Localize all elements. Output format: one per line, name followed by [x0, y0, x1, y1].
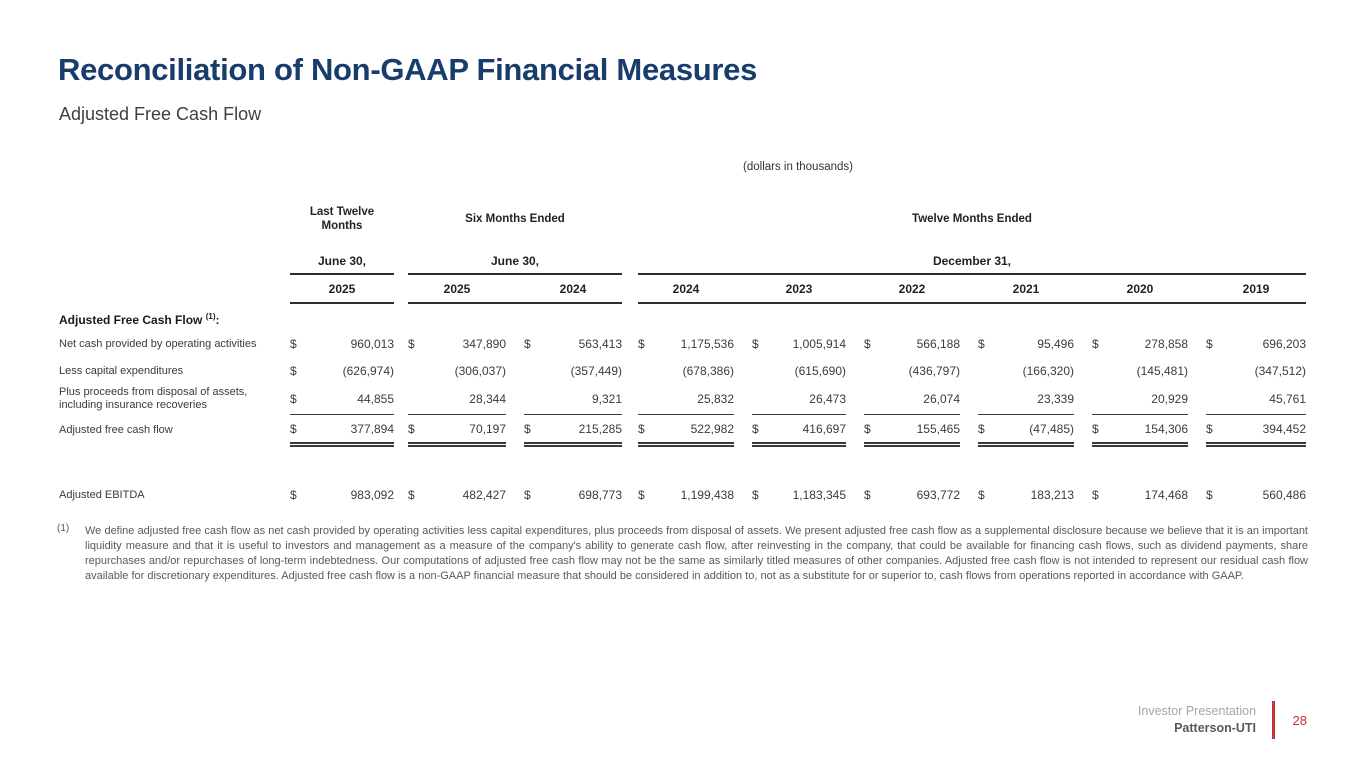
value: 377,894	[350, 421, 394, 436]
row-label: Adjusted free cash flow	[59, 424, 173, 437]
value: 95,496	[1037, 337, 1074, 351]
value: (347,512)	[1254, 364, 1306, 378]
row-label: Adjusted EBITDA	[59, 488, 145, 501]
value-cell	[1092, 384, 1188, 414]
value-cell	[408, 384, 506, 414]
dollar-sign: $	[408, 421, 415, 436]
year-header: 2024	[638, 275, 734, 304]
spacer	[960, 330, 978, 358]
year-header: 2021	[978, 275, 1074, 304]
value: 154,306	[1144, 421, 1188, 436]
value-cell	[638, 482, 734, 508]
value-cell	[638, 330, 734, 358]
dollar-sign: $	[408, 337, 415, 351]
dollar-sign: $	[1092, 488, 1099, 502]
value: 1,175,536	[680, 337, 734, 351]
value-cell	[1206, 330, 1306, 358]
value: 155,465	[916, 421, 960, 436]
dollar-sign: $	[752, 337, 759, 351]
date-header: December 31,	[638, 238, 1306, 275]
year-header: 2019	[1206, 275, 1306, 304]
dollar-sign: $	[1206, 421, 1213, 436]
spacer	[506, 330, 524, 358]
spacer	[846, 275, 864, 304]
date-header: June 30,	[408, 238, 622, 275]
spacer	[734, 384, 752, 414]
footnote-text: We define adjusted free cash flow as net cash provided by operating activities less capital expenditures, plus proceeds from disposal of assets. We present adjusted free cash flow as a supplemental disclosure because we believe that it is an important liquidity measure and that it is useful to investors and management as a measure of the company's ability to generate cash flow, after reinvesting in the company, that could be available for financing cash flows, such as dividend payments, share repurchases and/or repurchases of long-term indebtedness. Our computations of adjusted free cash flow may not be the same as similarly titled measures of other companies. Adjusted free cash flow is not intended to represent our residual cash flow available for discretionary expenditures. Adjusted free cash flow is a non-GAAP financial measure that should be considered in addition to, not as a substitute for or superior to, cash flows from operations reported in accordance with GAAP.	[85, 525, 1308, 582]
value: (306,037)	[454, 364, 506, 378]
spacer	[1188, 384, 1206, 414]
footnote-marker: (1)	[57, 523, 70, 534]
dollar-sign: $	[1092, 421, 1099, 436]
section-title: Adjusted Free Cash Flow $^{(1)}$:	[59, 312, 220, 327]
dollar-sign: $	[524, 337, 531, 351]
spacer	[394, 414, 408, 447]
dollar-sign: $	[1092, 337, 1099, 351]
spacer	[394, 358, 408, 384]
spacer	[506, 384, 524, 414]
spacer	[1188, 330, 1206, 358]
value-cell	[864, 482, 960, 508]
value-cell	[524, 414, 622, 447]
spacer	[734, 482, 752, 508]
value: 698,773	[578, 488, 622, 502]
dollar-sign: $	[524, 421, 531, 436]
value-cell	[1206, 384, 1306, 414]
value: 983,092	[350, 488, 394, 502]
value-cell	[290, 482, 394, 508]
spacer	[506, 358, 524, 384]
spacer	[960, 384, 978, 414]
value: (357,449)	[570, 364, 622, 378]
value-cell	[638, 384, 734, 414]
dollar-sign: $	[864, 421, 871, 436]
spacer	[394, 330, 408, 358]
spacer	[734, 330, 752, 358]
value: 563,413	[578, 337, 622, 351]
value-cell	[290, 414, 394, 447]
year-header: 2024	[524, 275, 622, 304]
value-cell	[752, 384, 846, 414]
value: (678,386)	[682, 364, 734, 378]
footer-text	[1138, 703, 1256, 737]
spacer	[622, 414, 638, 447]
value-cell	[524, 384, 622, 414]
spacer-row	[59, 447, 1306, 482]
value: 560,486	[1262, 488, 1306, 502]
value: 1,199,438	[680, 488, 734, 502]
value: (436,797)	[908, 364, 960, 378]
footnote	[57, 524, 1308, 584]
spacer	[960, 358, 978, 384]
spacer	[960, 414, 978, 447]
page-subtitle: Adjusted Free Cash Flow	[59, 104, 262, 124]
value-cell	[752, 358, 846, 384]
spacer	[506, 275, 524, 304]
value-cell	[524, 358, 622, 384]
dollar-sign: $	[290, 392, 297, 406]
dollar-sign: $	[1206, 488, 1213, 502]
value: 482,427	[462, 488, 506, 502]
dollar-sign: $	[408, 488, 415, 502]
spacer	[960, 482, 978, 508]
dollar-sign: $	[978, 421, 985, 436]
value: (145,481)	[1136, 364, 1188, 378]
value: (166,320)	[1022, 364, 1074, 378]
footnote-ref: (1)	[205, 312, 216, 321]
value-cell	[1092, 330, 1188, 358]
value: 394,452	[1262, 421, 1306, 436]
value: 566,188	[916, 337, 960, 351]
page-number: 28	[1292, 712, 1307, 728]
row-label: Less capital expenditures	[59, 364, 184, 377]
value: 26,074	[923, 392, 960, 406]
dollar-sign: $	[752, 488, 759, 502]
value-cell	[638, 414, 734, 447]
year-header: 2025	[408, 275, 506, 304]
value-cell	[1206, 482, 1306, 508]
value: 693,772	[916, 488, 960, 502]
value-cell	[408, 358, 506, 384]
spacer	[1074, 414, 1092, 447]
dollar-sign: $	[290, 421, 297, 436]
value: 183,213	[1030, 488, 1074, 502]
value-cell	[290, 330, 394, 358]
dollar-sign: $	[978, 488, 985, 502]
dollar-sign: $	[524, 488, 531, 502]
spacer	[1188, 358, 1206, 384]
value: 960,013	[350, 337, 394, 351]
spacer	[1188, 482, 1206, 508]
spacer	[846, 330, 864, 358]
spacer	[734, 275, 752, 304]
value: (47,485)	[1029, 421, 1074, 436]
page-title: Reconciliation of Non-GAAP Financial Measures	[58, 52, 758, 87]
spacer	[1188, 414, 1206, 447]
value: 522,982	[690, 421, 734, 436]
dollar-sign: $	[1206, 337, 1213, 351]
dollar-sign: $	[290, 488, 297, 502]
spacer	[734, 358, 752, 384]
spacer	[622, 200, 638, 238]
value: 696,203	[1262, 337, 1306, 351]
value-cell	[1206, 414, 1306, 447]
year-header: 2023	[752, 275, 846, 304]
value-cell	[752, 330, 846, 358]
year-header: 2020	[1092, 275, 1188, 304]
value: 215,285	[578, 421, 622, 436]
spacer	[846, 414, 864, 447]
spacer	[622, 358, 638, 384]
spacer	[506, 414, 524, 447]
spacer	[1074, 275, 1092, 304]
footer-company-name: Patterson-UTI	[1174, 721, 1257, 735]
group-header: Last Twelve Months	[309, 205, 375, 232]
value-cell	[864, 358, 960, 384]
value: 416,697	[802, 421, 846, 436]
value: 20,929	[1151, 392, 1188, 406]
value-cell	[524, 330, 622, 358]
value: 1,183,345	[792, 488, 846, 502]
value: 9,321	[591, 392, 622, 406]
value: 70,197	[469, 421, 506, 436]
spacer	[622, 238, 638, 275]
value-cell	[408, 482, 506, 508]
spacer	[1074, 384, 1092, 414]
spacer	[622, 330, 638, 358]
value: (626,974)	[342, 364, 394, 378]
year-header: 2025	[290, 275, 394, 304]
spacer	[1074, 482, 1092, 508]
date-header: June 30,	[290, 238, 394, 275]
footer-presentation-label: Investor Presentation	[1137, 704, 1257, 718]
value: 45,761	[1269, 392, 1306, 406]
value-cell	[978, 414, 1074, 447]
value-cell	[978, 358, 1074, 384]
value: 1,005,914	[792, 337, 846, 351]
dollar-sign: $	[638, 337, 645, 351]
value: 347,890	[462, 337, 506, 351]
value: 28,344	[469, 392, 506, 406]
value-cell	[978, 384, 1074, 414]
spacer	[394, 238, 408, 275]
value-cell	[978, 330, 1074, 358]
dollar-sign: $	[752, 421, 759, 436]
spacer	[506, 482, 524, 508]
row-label: Net cash provided by operating activities	[59, 337, 257, 350]
value-cell	[752, 414, 846, 447]
spacer	[846, 482, 864, 508]
spacer	[394, 200, 408, 238]
value: 174,468	[1144, 488, 1188, 502]
units-note: (dollars in thousands)	[743, 161, 853, 173]
value-cell	[978, 482, 1074, 508]
value-cell	[638, 358, 734, 384]
year-header: 2022	[864, 275, 960, 304]
spacer	[622, 384, 638, 414]
header-corner	[59, 238, 290, 275]
spacer	[734, 414, 752, 447]
spacer	[846, 358, 864, 384]
value: 23,339	[1037, 392, 1074, 406]
footer-divider	[1272, 701, 1275, 739]
spacer	[622, 482, 638, 508]
value-cell	[1092, 482, 1188, 508]
value: (615,690)	[794, 364, 846, 378]
value: 278,858	[1144, 337, 1188, 351]
spacer	[1074, 358, 1092, 384]
group-header: Twelve Months Ended	[912, 212, 1032, 225]
value: 44,855	[357, 392, 394, 406]
value-cell	[1092, 414, 1188, 447]
value-cell	[752, 482, 846, 508]
spacer	[846, 384, 864, 414]
dollar-sign: $	[638, 421, 645, 436]
spacer	[960, 275, 978, 304]
group-header: Six Months Ended	[465, 212, 565, 225]
dollar-sign: $	[290, 364, 297, 378]
spacer	[394, 482, 408, 508]
spacer	[394, 384, 408, 414]
footer	[1138, 701, 1307, 739]
header-corner	[59, 200, 290, 238]
value-cell	[1092, 358, 1188, 384]
dollar-sign: $	[638, 488, 645, 502]
value-cell	[864, 330, 960, 358]
dollar-sign: $	[864, 337, 871, 351]
value-cell	[290, 358, 394, 384]
dollar-sign: $	[978, 337, 985, 351]
value: 25,832	[697, 392, 734, 406]
value-cell	[864, 414, 960, 447]
spacer	[622, 275, 638, 304]
dollar-sign: $	[864, 488, 871, 502]
value: 26,473	[809, 392, 846, 406]
financial-table	[59, 200, 1306, 508]
dollar-sign: $	[290, 337, 297, 351]
value-cell	[290, 384, 394, 414]
spacer	[1074, 330, 1092, 358]
value-cell	[408, 414, 506, 447]
spacer	[1188, 275, 1206, 304]
value-cell	[864, 384, 960, 414]
header-corner	[59, 275, 290, 304]
value-cell	[408, 330, 506, 358]
row-label: Plus proceeds from disposal of assets, including insurance recoveries	[59, 386, 248, 411]
spacer	[394, 275, 408, 304]
value-cell	[1206, 358, 1306, 384]
value-cell	[524, 482, 622, 508]
